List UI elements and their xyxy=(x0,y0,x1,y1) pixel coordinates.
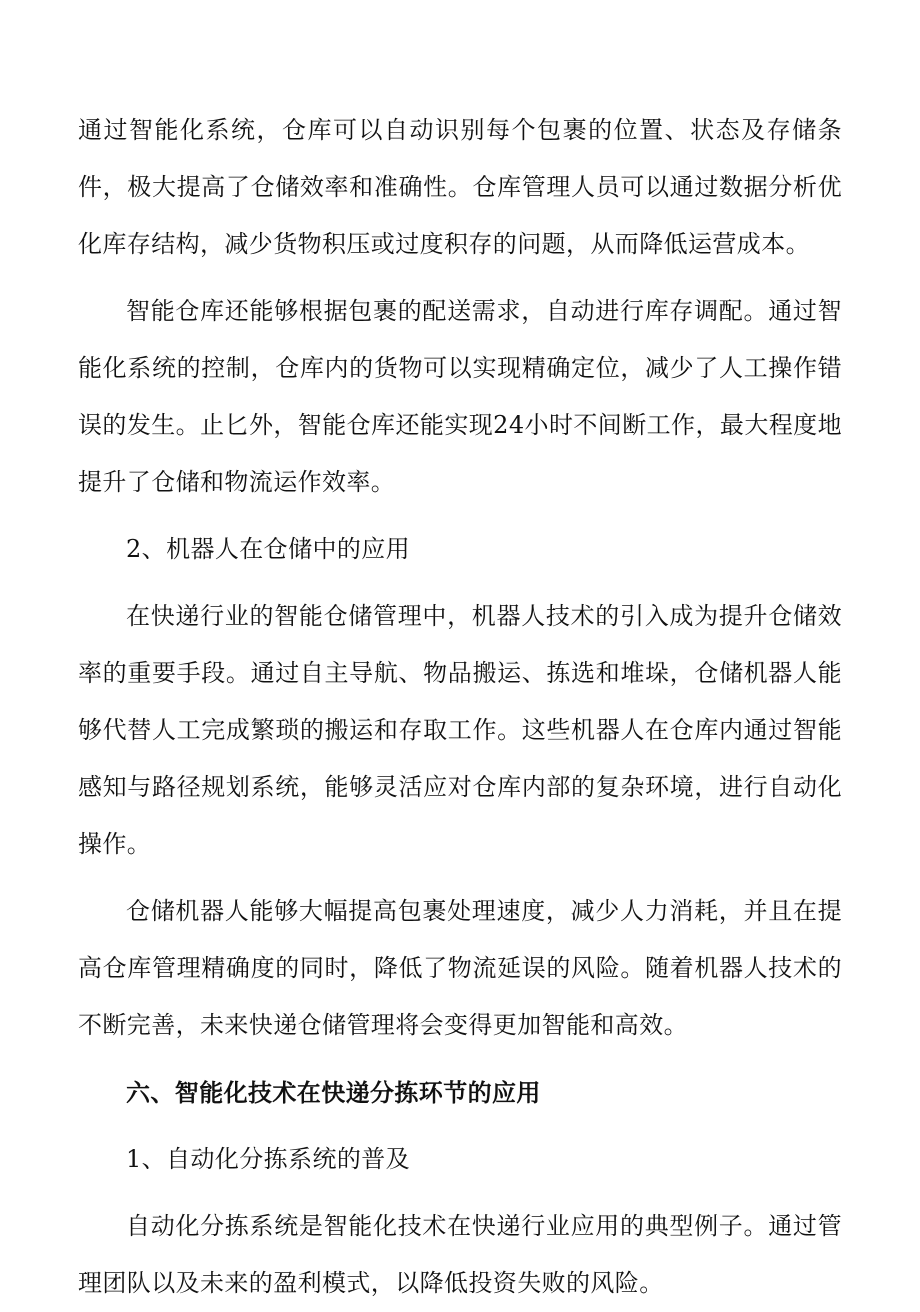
document-body xyxy=(78,102,842,1312)
heading-robot-warehouse: 2、机器人在仓储中的应用 xyxy=(126,535,411,563)
paragraph-intelligent-warehouse: 智能仓库还能够根据包裹的配送需求，自动进行库存调配。通过智能化系统的控制，仓库内的货物可以实现精确定位，减少了人工操作错误的发生。止匕外，智能仓库还能实现24小时不间断工作，最大程度地提升了仓储和物流运作效率。 xyxy=(78,297,842,496)
paragraph-intelligent-system: 通过智能化系统，仓库可以自动识别每个包裹的位置、状态及存储条件，极大提高了仓储效率和准确性。仓库管理人员可以通过数据分析优化库存结构，减少货物积压或过度积存的问题，从而降低运营成本。 xyxy=(78,116,842,258)
paragraph-robot-benefits: 仓储机器人能够大幅提高包裹处理速度，减少人力消耗，并且在提高仓库管理精确度的同时，降低了物流延误的风险。随着机器人技术的不断完善，未来快递仓储管理将会变得更加智能和高效。 xyxy=(78,897,842,1039)
paragraph-robot-technology: 在快递行业的智能仓储管理中，机器人技术的引入成为提升仓储效率的重要手段。通过自主导航、物品搬运、拣选和堆垛，仓储机器人能够代替人工完成繁琐的搬运和存取工作。这些机器人在仓库内通过智能感知与路径规划系统，能够灵活应对仓库内部的复杂环境，进行自动化操作。 xyxy=(78,602,842,858)
heading-section-six: 六、智能化技术在快递分拣环节的应用 xyxy=(126,1078,541,1107)
paragraph-automated-sorting: 自动化分拣系统是智能化技术在快递行业应用的典型例子。通过管理团队以及未来的盈利模式，以降低投资失败的风险。 xyxy=(78,1212,842,1297)
heading-automated-sorting: 1、自动化分拣系统的普及 xyxy=(126,1145,411,1173)
